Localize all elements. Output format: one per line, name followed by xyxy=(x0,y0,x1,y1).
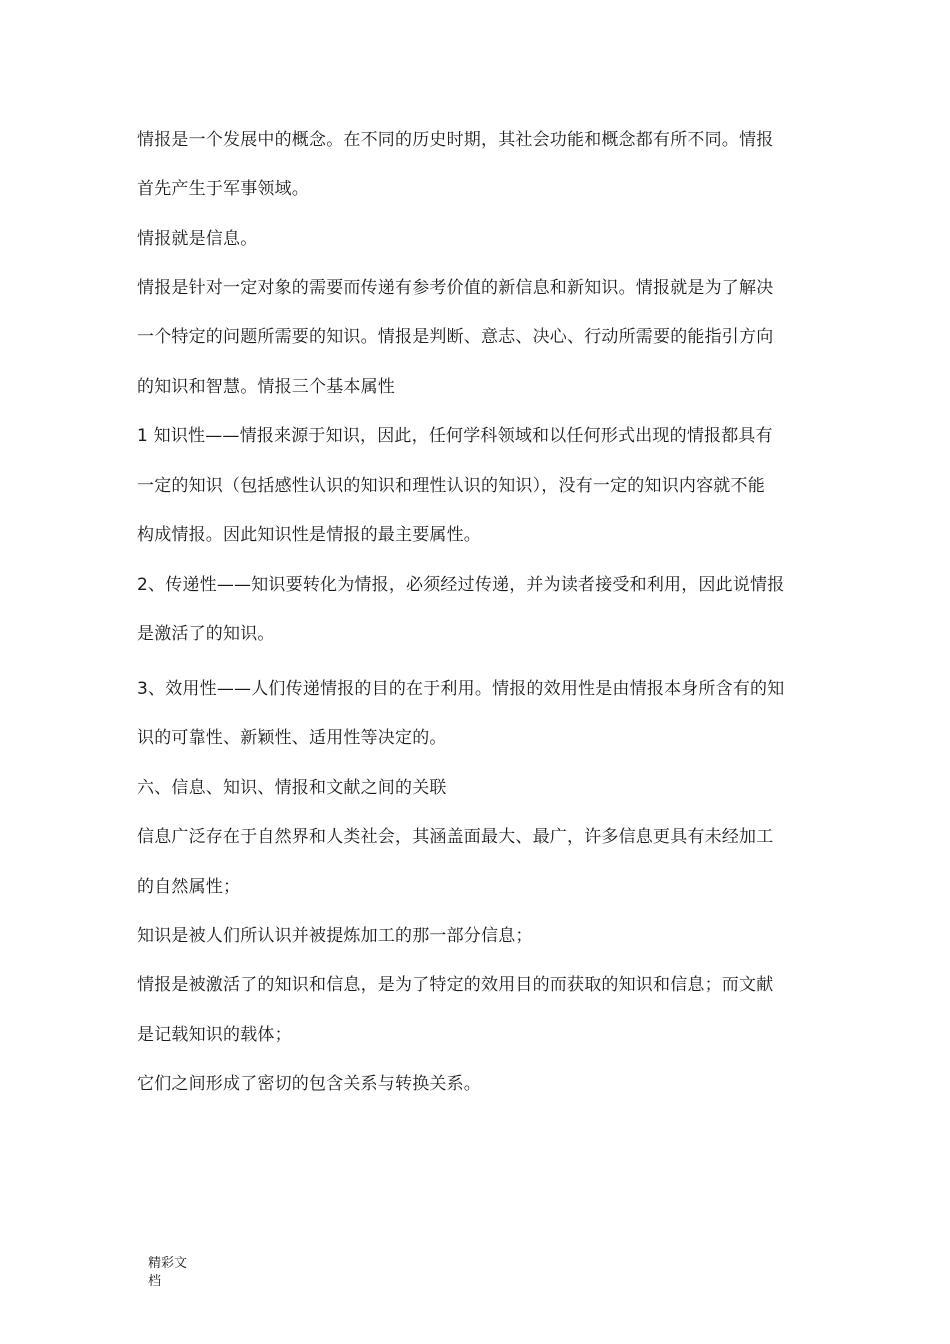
text-line: 1 知识性——情报来源于知识，因此，任何学科领域和以任何形式出现的情报都具有 xyxy=(137,426,773,446)
text-line: 情报是被激活了的知识和信息，是为了特定的效用目的而获取的知识和信息；而文献 xyxy=(137,975,774,995)
text-line: 首先产生于军事领域。 xyxy=(137,179,309,199)
text-line: 识的可靠性、新颖性、适用性等决定的。 xyxy=(137,728,447,748)
text-line: 构成情报。因此知识性是情报的最主要属性。 xyxy=(137,525,481,545)
text-line: 情报就是信息。 xyxy=(137,229,258,249)
text-line: 知识是被人们所认识并被提炼加工的那一部分信息； xyxy=(137,926,533,946)
footer-line: 精彩文 xyxy=(148,1256,188,1271)
text-line: 是记载知识的载体； xyxy=(137,1025,292,1045)
text-line: 它们之间形成了密切的包含关系与转换关系。 xyxy=(137,1074,481,1094)
text-line: 的知识和智慧。情报三个基本属性 xyxy=(137,377,395,397)
footer-line: 档 xyxy=(148,1274,162,1289)
text-line: 情报是一个发展中的概念。在不同的历史时期，其社会功能和概念都有所不同。情报 xyxy=(137,130,774,150)
section-heading: 六、信息、知识、情报和文献之间的关联 xyxy=(137,778,447,798)
text-line: 2、传递性——知识要转化为情报，必须经过传递，并为读者接受和利用，因此说情报 xyxy=(137,575,785,595)
text-line: 一定的知识（包括感性认识的知识和理性认识的知识），没有一定的知识内容就不能 xyxy=(137,476,765,496)
page-footer xyxy=(148,1255,208,1291)
text-line: 信息广泛存在于自然界和人类社会，其涵盖面最大、最广，许多信息更具有未经加工 xyxy=(137,827,774,847)
text-line: 是激活了的知识。 xyxy=(137,624,275,644)
text-line: 一个特定的问题所需要的知识。情报是判断、意志、决心、行动所需要的能指引方向 xyxy=(137,327,774,347)
text-line: 情报是针对一定对象的需要而传递有参考价值的新信息和新知识。情报就是为了解决 xyxy=(137,278,774,298)
text-line: 的自然属性； xyxy=(137,877,241,897)
text-line: 3、效用性——人们传递情报的目的在于利用。情报的效用性是由情报本身所含有的知 xyxy=(137,679,785,699)
